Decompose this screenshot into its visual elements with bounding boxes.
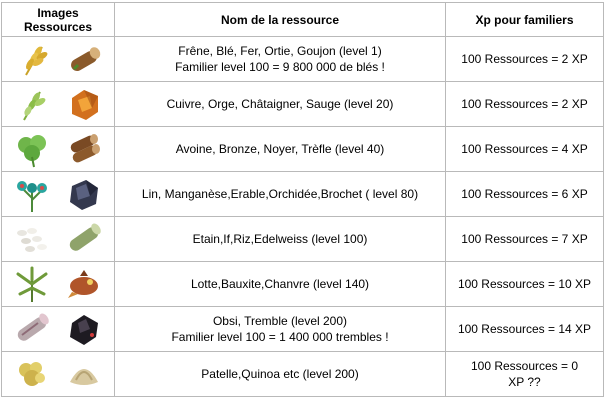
xp-value: 100 Ressources = 4 XP [461,142,588,156]
quinoa-icon [12,354,52,394]
resource-images-cell [2,127,115,172]
header-images-label: Images Ressources [23,5,93,34]
barley-icon [12,84,52,124]
xp-value: 100 Ressources = 2 XP [461,52,588,66]
resource-name-cell [115,352,446,397]
resource-table [1,2,604,397]
table-row [2,352,604,397]
header-images [2,3,115,37]
header-xp-label: Xp pour familiers [475,12,574,27]
resource-name: Obsi, Tremble (level 200) Familier level 100 = 1 400 000 trembles ! [171,314,389,344]
header-name [115,3,446,37]
header-name-label: Nom de la ressource [220,12,340,27]
monkfish-icon [64,264,104,304]
aspen-log-icon [12,309,52,349]
wheat-icon [12,39,52,79]
xp-cell [446,172,604,217]
resource-name-cell [115,217,446,262]
wood-log-icon [64,219,104,259]
xp-cell [446,37,604,82]
xp-cell [446,262,604,307]
table-row [2,37,604,82]
resource-images-cell [2,172,115,217]
resource-images-cell [2,262,115,307]
table-row [2,307,604,352]
resource-name-cell [115,307,446,352]
obsidian-ore-icon [64,309,104,349]
manganese-ore-icon [64,174,104,214]
resource-images-cell [2,352,115,397]
table-row [2,262,604,307]
resource-images-cell [2,307,115,352]
hemp-icon [12,264,52,304]
resource-name: Cuivre, Orge, Châtaigner, Sauge (level 20) [166,97,394,111]
header-xp [446,3,604,37]
xp-cell [446,307,604,352]
table-row [2,127,604,172]
resource-name: Lin, Manganèse,Erable,Orchidée,Brochet ( level 80) [141,187,419,201]
xp-value: 100 Ressources = 6 XP [461,187,588,201]
table-row [2,82,604,127]
xp-value: 100 Ressources = 7 XP [461,232,588,246]
copper-ore-icon [64,84,104,124]
resource-name-cell [115,127,446,172]
xp-cell [446,217,604,262]
table-row [2,172,604,217]
xp-value: 100 Ressources = 0 XP ?? [470,359,579,389]
xp-value: 100 Ressources = 10 XP [457,277,592,291]
clover-icon [12,129,52,169]
resource-name: Avoine, Bronze, Noyer, Trèfle (level 40) [175,142,385,156]
resource-images-cell [2,217,115,262]
limpet-icon [64,354,104,394]
resource-name: Lotte,Bauxite,Chanvre (level 140) [190,277,370,291]
resource-name-cell [115,37,446,82]
resource-name-cell [115,82,446,127]
resource-name-cell [115,262,446,307]
resource-name: Frêne, Blé, Fer, Ortie, Goujon (level 1) Familier level 100 = 9 800 000 de blés ! [175,44,385,74]
xp-cell [446,127,604,172]
xp-cell [446,352,604,397]
table-row [2,217,604,262]
resource-name: Etain,If,Riz,Edelweiss (level 100) [192,232,368,246]
xp-value: 100 Ressources = 14 XP [457,322,592,336]
xp-value: 100 Ressources = 2 XP [461,97,588,111]
resource-name-cell [115,172,446,217]
xp-cell [446,82,604,127]
header-row [2,3,604,37]
resource-images-cell [2,82,115,127]
resource-name: Patelle,Quinoa etc (level 200) [201,367,359,381]
rice-icon [12,219,52,259]
flax-flower-icon [12,174,52,214]
logs-icon [64,129,104,169]
log-icon [64,39,104,79]
resource-images-cell [2,37,115,82]
